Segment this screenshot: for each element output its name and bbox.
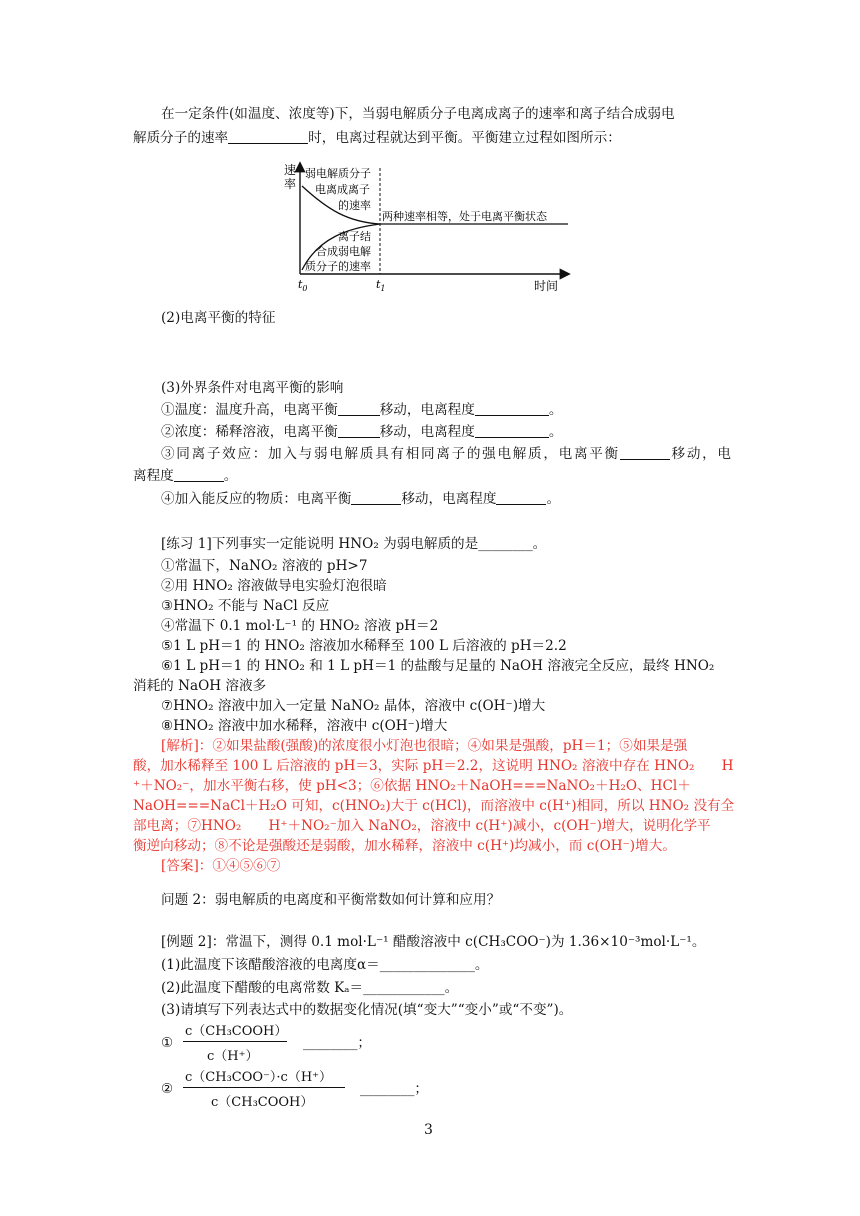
fraction1-numerator: c（CH₃COOH） [185,1024,288,1039]
practice1-question: [练习 1]下列事实一定能说明 HNO₂ 为弱电解质的是________。 [161,536,547,552]
practice1-option-4: ④常温下 0.1 mol·L⁻¹ 的 HNO₂ 溶液 pH＝2 [161,618,439,634]
page-number: 3 [424,1122,433,1138]
section3-item-1: ①温度：温度升高，电离平衡 移动，电离程度 。 [161,402,563,418]
answer-blank [228,129,308,144]
answer-line: [答案]：①④⑤⑥⑦ [161,858,281,874]
example2-q2: (2)此温度下醋酸的电离常数 Kₐ＝____________。 [161,980,459,996]
upper-label-2: 电离成离子 [315,183,370,196]
practice1-option-1: ①常温下，NaNO₂ 溶液的 pH>7 [161,558,368,574]
fraction2-denominator: c（CH₃COOH） [211,1095,314,1110]
practice1-option-2: ②用 HNO₂ 溶液做导电实验灯泡很暗 [161,578,387,594]
fraction1-bar [183,1041,287,1042]
intro-line-2 [133,128,731,149]
y-axis-label-2: 率 [284,177,297,191]
practice1-option-3: ③HNO₂ 不能与 NaCl 反应 [161,598,330,614]
lower-label-3: 质分子的速率 [305,260,371,273]
example2-q3: (3)请填写下列表达式中的数据变化情况(填“变大”“变小”或“不变”)。 [161,1002,573,1018]
analysis-line-5: 部电离；⑦HNO₂ H⁺＋NO₂⁻加入 NaNO₂，溶液中 c(H⁺)减小，c(OH⁻)增大，说明化学平 [133,818,711,834]
t0-label: $t_0$ [298,278,308,293]
analysis-line-4: NaOH===NaCl＋H₂O 可知，c(HNO₂)大于 c(HCl)，而溶液中 c(H⁺)相同，所以 HNO₂ 没有全 [133,798,735,814]
lower-label-1: 离子结 [338,230,371,243]
fraction1-mark: ① [161,1035,174,1051]
section3-heading: (3)外界条件对电离平衡的影响 [161,380,344,396]
upper-label-3: 的速率 [338,199,371,212]
x-axis-label: 时间 [534,279,559,293]
practice1-option-8: ⑧HNO₂ 溶液中加水稀释，溶液中 c(OH⁻)增大 [161,718,448,734]
intro-line-2-start: 解质分子的速率 [133,130,229,146]
practice1-option-5: ⑤1 L pH＝1 的 HNO₂ 溶液加水稀释至 100 L 后溶液的 pH＝2.2 [161,638,567,654]
example2-stem: [例题 2]：常温下，测得 0.1 mol·L⁻¹ 醋酸溶液中 c(CH₃COO⁻)为 1.36×10⁻³mol·L⁻¹。 [161,934,706,950]
section3-item-3-cont: 离程度 。 [133,468,238,484]
analysis-line-3: ⁺＋NO₂⁻，加水平衡右移，使 pH<3；⑥依据 HNO₂＋NaOH===NaNO₂＋H₂O、HCl＋ [133,778,691,794]
ionization-rate-diagram [278,158,578,294]
section3-item-2: ②浓度：稀释溶液，电离平衡 移动，电离程度 。 [161,424,563,440]
lower-label-2: 合成弱电解 [316,245,371,258]
fraction1-denominator: c（H⁺） [207,1049,259,1064]
y-axis-label-1: 速 [284,163,297,177]
fraction2-numerator: c（CH₃COO⁻）·c（H⁺） [185,1070,333,1085]
analysis-line-2: 酸，加水稀释至 100 L 后溶液的 pH＝3，实际 pH＝2.2，这说明 HNO₂ 溶液中存在 HNO₂ H [133,758,734,774]
fraction2-bar [183,1087,345,1088]
section3-item-4: ④加入能反应的物质：电离平衡 移动，电离程度 。 [161,491,561,507]
section3-item-3: ③同离子效应：加入与弱电解质具有相同离子的强电解质，电离平衡 移动，电 [161,446,732,462]
example2-q1: (1)此温度下该醋酸溶液的电离度α＝______________。 [161,957,489,973]
question2-title: 问题 2：弱电解质的电离度和平衡常数如何计算和应用？ [161,892,501,908]
fraction1-blank: ________； [303,1035,371,1051]
analysis-line-6: 衡逆向移动；⑧不论是强酸还是弱酸，加水稀释，溶液中 c(H⁺)均减小，而 c(OH⁻)增大。 [133,838,676,854]
intro-line-2-end: 时，电离过程就达到平衡。平衡建立过程如图所示： [308,130,621,146]
fraction2-mark: ② [161,1081,174,1097]
fraction2-blank: ________； [360,1081,428,1097]
practice1-option-6-cont: 消耗的 NaOH 溶液多 [133,678,267,694]
section2-heading: (2)电离平衡的特征 [161,310,276,326]
t1-label: $t_1$ [376,278,386,293]
equilibrium-label: 两种速率相等，处于电离平衡状态 [382,210,547,223]
practice1-option-6: ⑥1 L pH＝1 的 HNO₂ 和 1 L pH＝1 的盐酸与足量的 NaOH 溶液完全反应，最终 HNO₂ [161,658,715,674]
analysis-line-1: [解析]：②如果盐酸(强酸)的浓度很小灯泡也很暗；④如果是强酸，pH＝1；⑤如果是强 [161,738,688,754]
intro-line-1: 在一定条件(如温度、浓度等)下，当弱电解质分子电离成离子的速率和离子结合成弱电 [161,106,675,122]
practice1-option-7: ⑦HNO₂ 溶液中加入一定量 NaNO₂ 晶体，溶液中 c(OH⁻)增大 [161,698,546,714]
upper-label-1: 弱电解质分子 [305,167,371,180]
